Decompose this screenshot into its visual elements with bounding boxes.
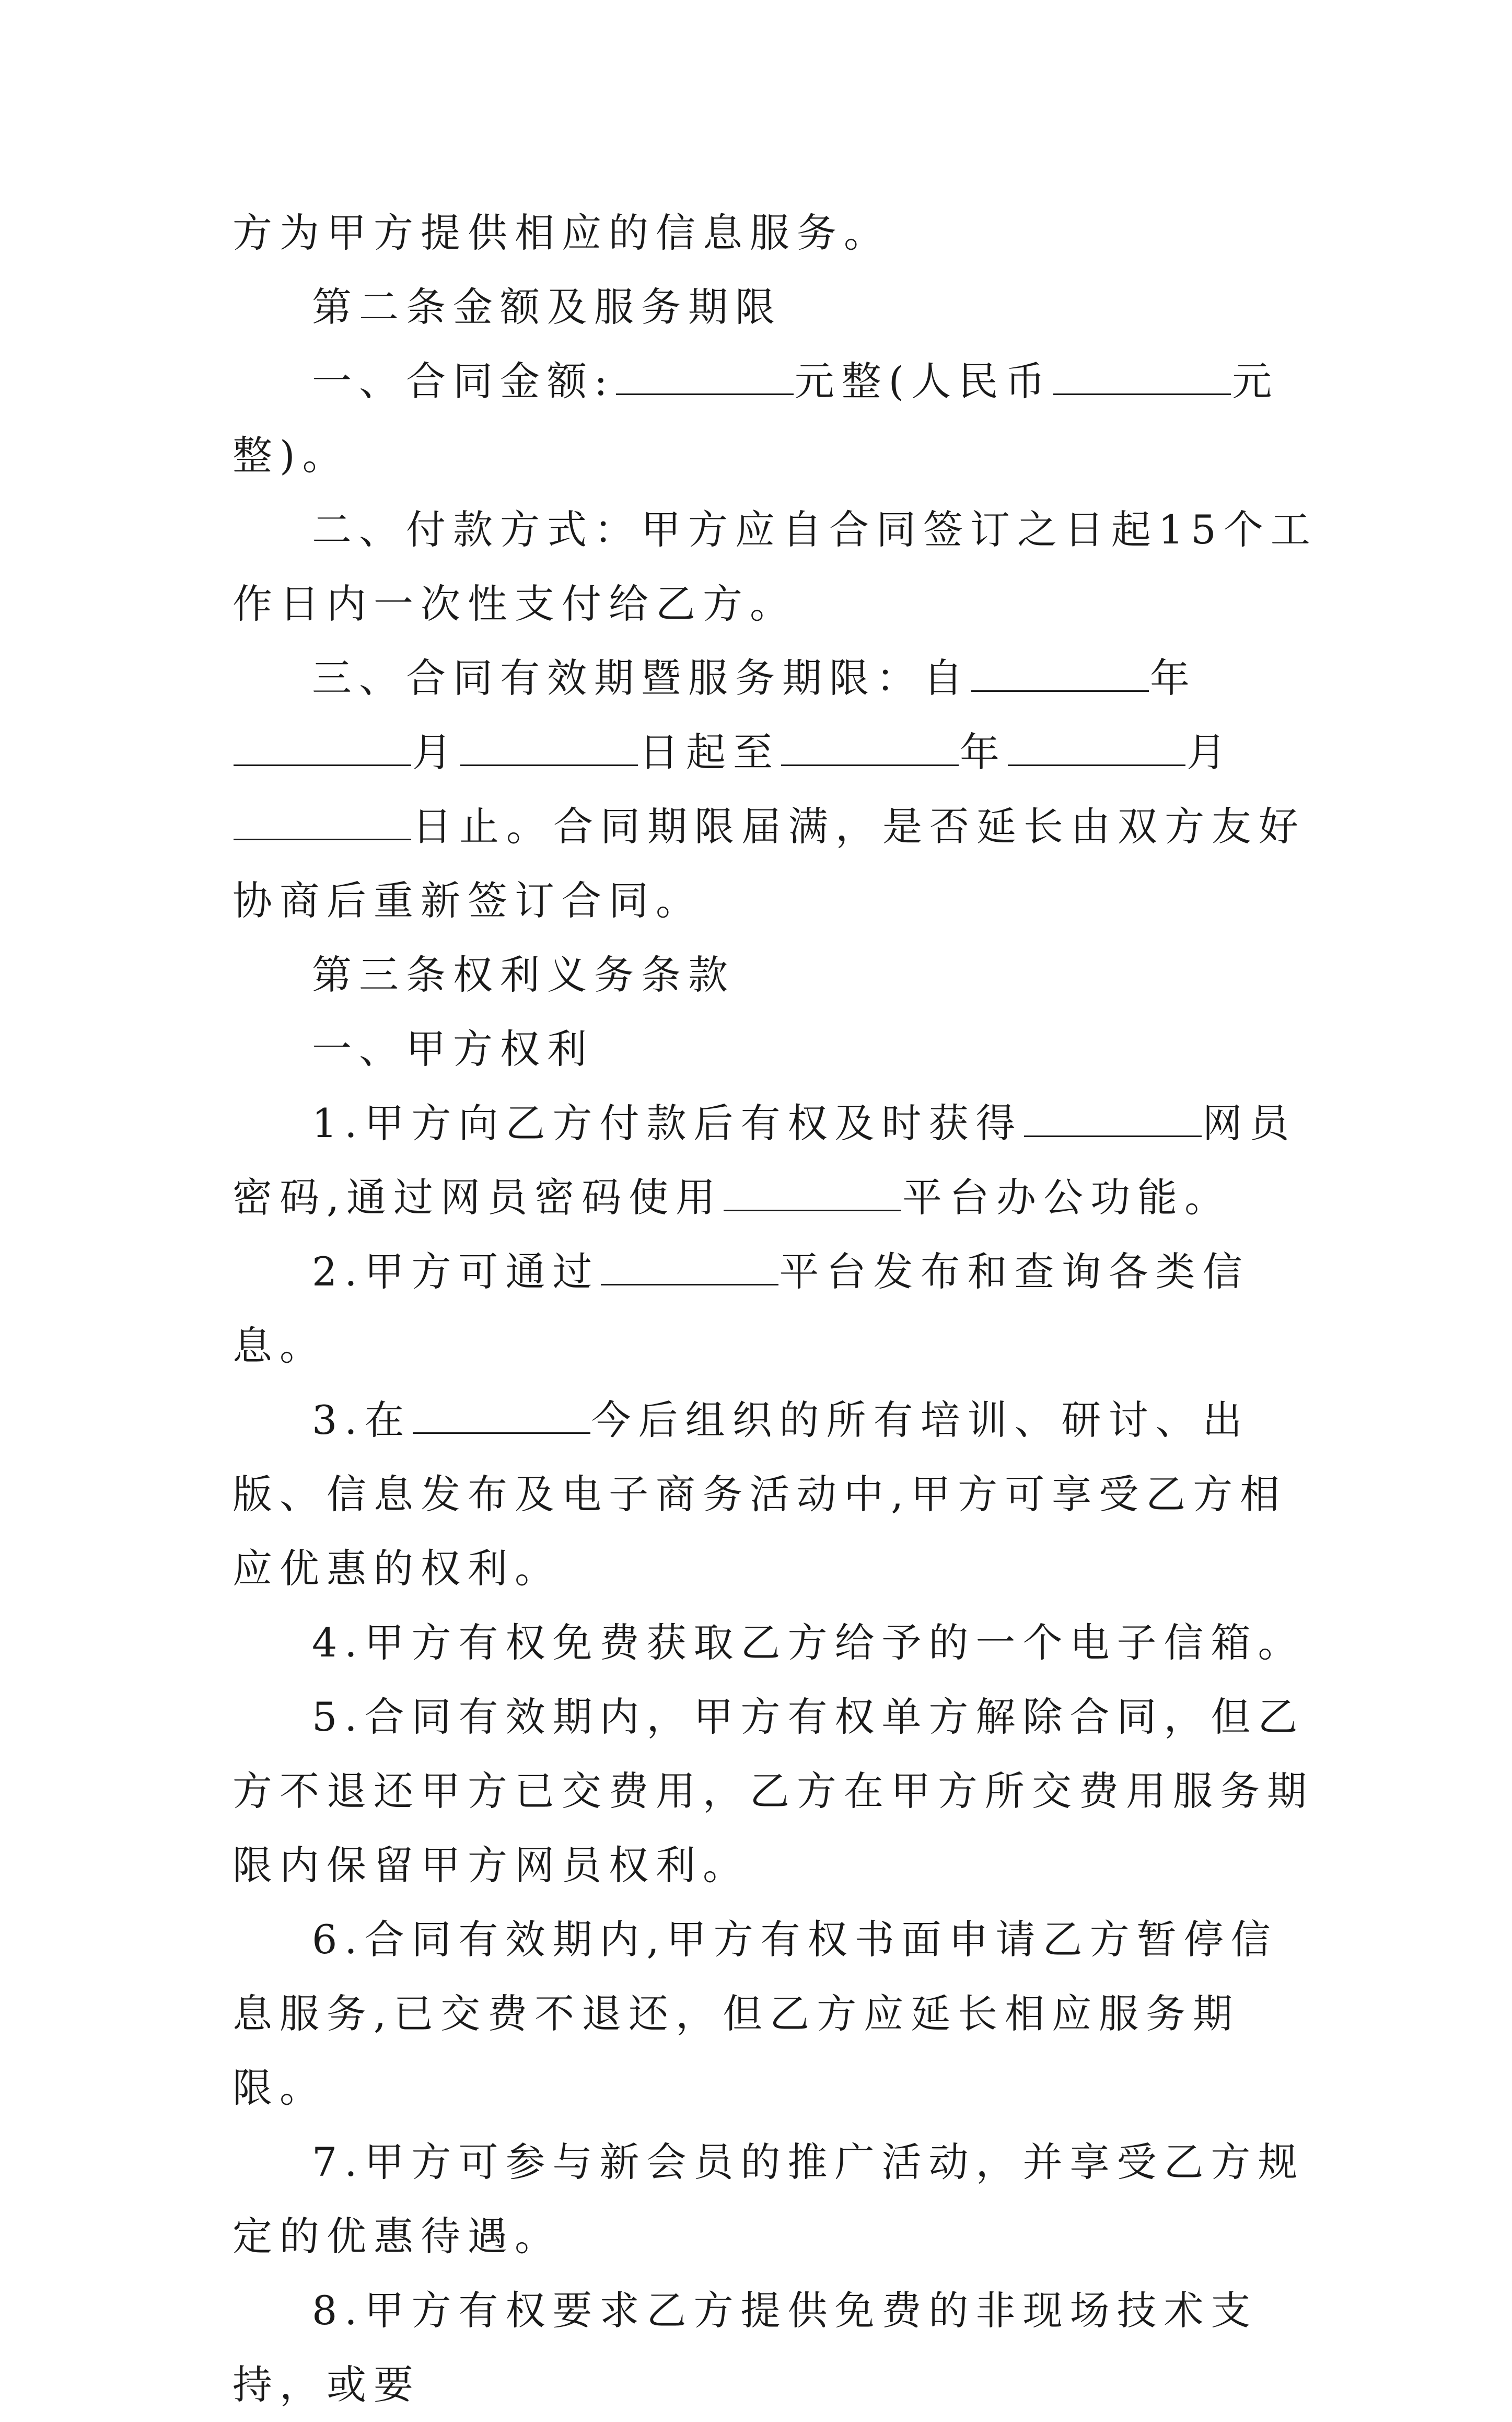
paragraph-text: 平台办公功能。	[902, 1174, 1232, 1221]
paragraph-text: 月	[412, 729, 459, 775]
paragraph-text: 3.在	[312, 1397, 412, 1443]
paragraph-p3	[232, 344, 1319, 493]
fill-in-blank[interactable]	[1053, 362, 1231, 395]
paragraph-text: 日起至	[639, 729, 780, 775]
paragraph-p11	[232, 1606, 1319, 1680]
paragraph-p13	[232, 1903, 1319, 2125]
fill-in-blank[interactable]	[1008, 733, 1185, 766]
paragraph-text: 二、付款方式：甲方应自合同签订之日起15个工作日内一次性支付给乙方。	[232, 506, 1318, 627]
paragraph-p4	[232, 493, 1319, 641]
paragraph-p6	[232, 938, 1319, 1012]
fill-in-blank[interactable]	[601, 1253, 778, 1285]
fill-in-blank[interactable]	[460, 733, 638, 766]
paragraph-text: 2.甲方可通过	[312, 1248, 600, 1295]
paragraph-text: 三、合同有效期暨服务期限：自	[312, 655, 970, 701]
paragraph-text: 元整(人民币	[794, 358, 1053, 404]
paragraph-text: 年	[960, 729, 1007, 775]
paragraph-text: 8.甲方有权要求乙方提供免费的非现场技术支持，或要	[232, 2287, 1258, 2408]
paragraph-text: 一、合同金额:	[312, 358, 615, 404]
paragraph-p9	[232, 1235, 1319, 1383]
paragraph-p7	[232, 1012, 1319, 1086]
paragraph-text: 第二条金额及服务期限	[312, 284, 782, 330]
paragraph-text: 平台发布和查询各类信息。	[232, 1248, 1250, 1369]
paragraph-text: 日止。合同期限届满，是否延长由双方友好协商后重新签订合同。	[232, 803, 1306, 924]
paragraph-text: 元整)。	[232, 358, 1280, 479]
paragraph-text: 第三条权利义务条款	[312, 952, 735, 998]
paragraph-p2	[232, 270, 1319, 344]
paragraph-text: 月	[1187, 729, 1234, 775]
paragraph-text: 7.甲方可参与新会员的推广活动，并享受乙方规定的优惠待遇。	[232, 2139, 1305, 2259]
paragraph-p5	[232, 641, 1319, 938]
paragraph-p1	[232, 196, 1319, 270]
paragraph-text: 6.合同有效期内,甲方有权书面申请乙方暂停信息服务,已交费不退还，但乙方应延长相应服务期限。	[232, 1916, 1278, 2111]
paragraph-text: 方为甲方提供相应的信息服务。	[232, 210, 891, 256]
fill-in-blank[interactable]	[616, 362, 794, 395]
paragraph-text: 今后组织的所有培训、研讨、出版、信息发布及电子商务活动中,甲方可享受乙方相应优惠的权利。	[232, 1397, 1287, 1592]
document-body	[232, 196, 1319, 2422]
fill-in-blank[interactable]	[234, 807, 411, 840]
fill-in-blank[interactable]	[234, 733, 411, 766]
paragraph-p10	[232, 1383, 1319, 1606]
paragraph-text: 网员密码,通过网员密码使用	[232, 1100, 1297, 1221]
paragraph-p12	[232, 1680, 1319, 1903]
paragraph-p14	[232, 2125, 1319, 2274]
paragraph-text: 一、甲方权利	[312, 1026, 594, 1072]
paragraph-p15	[232, 2274, 1319, 2422]
fill-in-blank[interactable]	[724, 1178, 901, 1211]
paragraph-text: 5.合同有效期内，甲方有权单方解除合同，但乙方不退还甲方已交费用，乙方在甲方所交费用服务期限内保留甲方网员权利。	[232, 1694, 1314, 1888]
fill-in-blank[interactable]	[971, 659, 1149, 692]
paragraph-text: 4.甲方有权免费获取乙方给予的一个电子信箱。	[312, 1619, 1305, 1666]
paragraph-p8	[232, 1086, 1319, 1235]
fill-in-blank[interactable]	[781, 733, 959, 766]
fill-in-blank[interactable]	[1024, 1104, 1202, 1137]
paragraph-text: 1.甲方向乙方付款后有权及时获得	[312, 1100, 1023, 1146]
fill-in-blank[interactable]	[413, 1401, 590, 1434]
paragraph-text: 年	[1150, 655, 1197, 701]
